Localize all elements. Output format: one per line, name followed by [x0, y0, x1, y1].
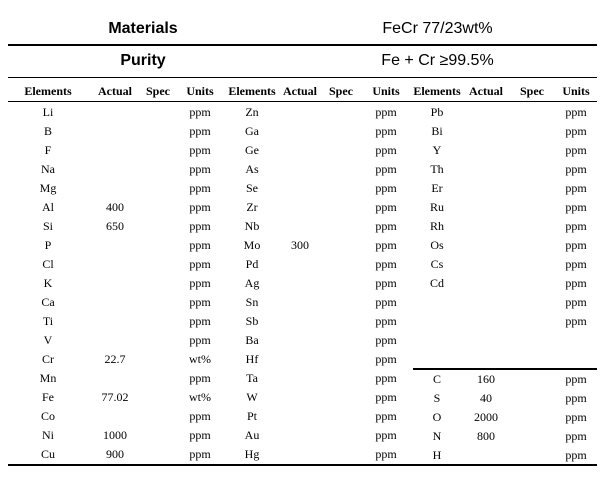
table-cell-spec [512, 408, 552, 427]
header-divider-bottom [8, 77, 597, 78]
table-cell-units: ppm [565, 124, 587, 138]
table-cell-element: B [43, 124, 52, 138]
materials-value: FeCr 77/23wt% [382, 20, 493, 37]
column-header-actual: Actual [283, 84, 317, 98]
table-cell-units: ppm [375, 390, 397, 404]
table-cell-units: ppm [565, 372, 587, 386]
table-cell-element: Zr [246, 200, 258, 214]
table-cell-element: H [432, 448, 442, 462]
table-cell-spec [138, 103, 178, 122]
table-cell-units: ppm [189, 124, 211, 138]
table-cell-element: Zn [245, 105, 259, 119]
table-cell-spec [138, 179, 178, 198]
table-cell-spec [321, 122, 361, 141]
column-header-element: Elements [413, 84, 461, 98]
table-cell-element: Na [41, 162, 55, 176]
table-cell-actual: 1000 [103, 428, 127, 442]
table-cell-element: Rh [429, 219, 444, 233]
table-cell-actual [275, 445, 325, 464]
table-cell-units: ppm [375, 257, 397, 271]
table-cell-element: Mn [39, 371, 57, 385]
column-header-actual: Actual [469, 84, 503, 98]
table-cell-spec [512, 122, 552, 141]
table-cell-spec [138, 312, 178, 331]
table-cell-actual [275, 407, 325, 426]
table-cell-actual: 2000 [474, 410, 498, 424]
table-cell-actual [275, 122, 325, 141]
table-cell-element: Cl [42, 257, 54, 271]
table-cell-spec [138, 388, 178, 407]
table-cell-element: Si [42, 219, 53, 233]
table-cell-units: ppm [565, 143, 587, 157]
table-cell-actual [461, 103, 511, 122]
table-cell-element: Mo [243, 238, 261, 252]
table-cell-actual [275, 350, 325, 369]
table-cell-spec [512, 312, 552, 331]
table-cell-actual [275, 179, 325, 198]
table-cell-spec [138, 426, 178, 445]
table-cell-element: Ni [42, 428, 54, 442]
column-header-divider [8, 101, 597, 102]
table-cell-spec [321, 426, 361, 445]
table-cell-spec [512, 160, 552, 179]
column-header-spec: Spec [146, 84, 170, 98]
table-cell-actual [90, 255, 140, 274]
table-cell-actual [275, 217, 325, 236]
table-cell-units: ppm [189, 428, 211, 442]
table-cell-spec [512, 141, 552, 160]
table-cell-element: As [245, 162, 259, 176]
table-cell-units: ppm [565, 219, 587, 233]
table-cell-element: Cu [40, 447, 55, 461]
table-cell-actual [461, 179, 511, 198]
table-cell-units: ppm [189, 295, 211, 309]
table-cell-element: Cr [42, 352, 54, 366]
materials-label: Materials [108, 20, 178, 37]
table-cell-units: ppm [565, 410, 587, 424]
table-cell-element: Er [431, 181, 443, 195]
table-cell-units: ppm [565, 200, 587, 214]
table-cell-units: ppm [565, 391, 587, 405]
column-header-units: Units [372, 84, 400, 98]
table-cell-spec [138, 198, 178, 217]
table-cell-units: wt% [189, 390, 211, 404]
table-cell-units: ppm [189, 143, 211, 157]
table-cell-units: ppm [375, 181, 397, 195]
table-cell-actual [90, 293, 140, 312]
table-cell-element: Nb [244, 219, 260, 233]
column-header-units: Units [562, 84, 590, 98]
table-cell-spec [321, 236, 361, 255]
table-cell-element: Sb [245, 314, 259, 328]
table-cell-actual [90, 236, 140, 255]
table-cell-units: ppm [189, 162, 211, 176]
table-cell-element: Ba [245, 333, 259, 347]
table-cell-spec [512, 103, 552, 122]
table-cell-units: ppm [565, 448, 587, 462]
table-cell-actual [90, 274, 140, 293]
purity-label: Purity [120, 52, 166, 69]
table-cell-spec [321, 141, 361, 160]
table-cell-units: ppm [375, 162, 397, 176]
table-cell-element: Ta [246, 371, 258, 385]
table-cell-element: W [246, 390, 258, 404]
table-cell-spec [138, 160, 178, 179]
table-cell-spec [138, 350, 178, 369]
table-cell-actual [275, 160, 325, 179]
table-cell-units: ppm [565, 429, 587, 443]
table-cell-element: Al [42, 200, 54, 214]
table-cell-element: Pb [430, 105, 444, 119]
table-cell-element: Hg [244, 447, 260, 461]
table-cell-spec [321, 312, 361, 331]
column-header-spec: Spec [520, 84, 544, 98]
table-cell-element: Os [430, 238, 444, 252]
table-cell-spec [321, 407, 361, 426]
table-cell-actual [275, 388, 325, 407]
table-cell-spec [321, 217, 361, 236]
table-cell-element: Fe [42, 390, 54, 404]
table-cell-actual [275, 426, 325, 445]
table-cell-spec [321, 388, 361, 407]
column-header-element: Elements [24, 84, 72, 98]
table-cell-units: ppm [189, 181, 211, 195]
table-cell-actual [90, 312, 140, 331]
table-cell-units: ppm [375, 314, 397, 328]
table-cell-element: Ga [245, 124, 259, 138]
table-cell-units: ppm [565, 238, 587, 252]
table-cell-units: ppm [189, 238, 211, 252]
table-cell-spec [321, 350, 361, 369]
table-cell-spec [321, 103, 361, 122]
table-cell-actual [461, 293, 511, 312]
table-cell-spec [512, 255, 552, 274]
table-cell-units: ppm [565, 181, 587, 195]
table-cell-units: ppm [375, 447, 397, 461]
table-cell-element: Pt [246, 409, 257, 423]
table-cell-spec [512, 446, 552, 465]
table-cell-units: ppm [375, 200, 397, 214]
table-cell-units: ppm [189, 447, 211, 461]
table-cell-element: Pd [245, 257, 259, 271]
table-cell-element: Cd [429, 276, 444, 290]
table-cell-actual: 77.02 [101, 390, 129, 404]
table-cell-units: ppm [189, 371, 211, 385]
table-cell-units: ppm [189, 200, 211, 214]
table-cell-spec [512, 427, 552, 446]
table-cell-actual [461, 255, 511, 274]
table-cell-units: wt% [189, 352, 211, 366]
table-cell-actual [275, 331, 325, 350]
table-cell-units: ppm [189, 105, 211, 119]
table-cell-units: ppm [565, 257, 587, 271]
table-cell-spec [512, 274, 552, 293]
table-cell-element: Li [42, 105, 54, 119]
table-cell-spec [512, 389, 552, 408]
table-cell-element: K [43, 276, 53, 290]
table-cell-element: Ge [245, 143, 259, 157]
purity-row [8, 46, 597, 78]
table-cell-spec [321, 331, 361, 350]
table-cell-spec [321, 198, 361, 217]
table-cell-spec [321, 445, 361, 464]
table-cell-units: ppm [375, 371, 397, 385]
table-cell-actual [275, 312, 325, 331]
table-cell-element: Y [432, 143, 442, 157]
table-cell-actual [461, 236, 511, 255]
table-cell-actual [461, 446, 511, 465]
table-cell-element: Mg [39, 181, 57, 195]
table-cell-spec [321, 179, 361, 198]
table-cell-spec [321, 274, 361, 293]
column-header-units: Units [186, 84, 214, 98]
materials-row [8, 14, 597, 46]
table-cell-element: Co [40, 409, 55, 423]
table-cell-spec [138, 141, 178, 160]
table-cell-actual [90, 160, 140, 179]
table-cell-spec [512, 293, 552, 312]
table-cell-spec [512, 370, 552, 389]
table-cell-element: N [432, 429, 442, 443]
table-cell-units: ppm [375, 295, 397, 309]
table-cell-actual [90, 179, 140, 198]
table-cell-units: ppm [375, 409, 397, 423]
table-cell-spec [138, 274, 178, 293]
gas-section-divider [413, 368, 597, 370]
table-cell-spec [512, 236, 552, 255]
table-cell-units: ppm [189, 333, 211, 347]
table-cell-actual [275, 198, 325, 217]
table-cell-element: Sn [245, 295, 259, 309]
table-cell-element: Se [246, 181, 258, 195]
table-cell-spec [138, 217, 178, 236]
table-cell-spec [512, 179, 552, 198]
table-cell-units: ppm [189, 219, 211, 233]
table-cell-units: ppm [565, 105, 587, 119]
table-cell-actual: 800 [477, 429, 495, 443]
table-cell-units: ppm [565, 276, 587, 290]
table-cell-spec [321, 369, 361, 388]
table-cell-actual: 650 [106, 219, 124, 233]
table-bottom-line [8, 464, 597, 466]
table-cell-spec [138, 293, 178, 312]
table-cell-units: ppm [189, 409, 211, 423]
table-cell-actual: 400 [106, 200, 124, 214]
table-cell-spec [138, 255, 178, 274]
table-cell-actual [461, 198, 511, 217]
table-cell-spec [512, 198, 552, 217]
table-cell-element: Ca [41, 295, 55, 309]
table-cell-units: ppm [189, 314, 211, 328]
table-cell-spec [138, 369, 178, 388]
table-cell-spec [321, 255, 361, 274]
table-cell-spec [138, 122, 178, 141]
table-cell-units: ppm [189, 257, 211, 271]
table-cell-units: ppm [565, 314, 587, 328]
table-cell-units: ppm [375, 428, 397, 442]
table-cell-element: F [44, 143, 52, 157]
column-header-element: Elements [228, 84, 276, 98]
table-cell-actual [461, 160, 511, 179]
table-cell-units: ppm [189, 276, 211, 290]
table-cell-actual [461, 274, 511, 293]
column-header-spec: Spec [329, 84, 353, 98]
table-cell-actual [90, 141, 140, 160]
table-cell-actual: 22.7 [104, 352, 126, 366]
table-cell-actual [275, 274, 325, 293]
table-cell-actual [90, 407, 140, 426]
table-cell-actual [90, 122, 140, 141]
table-cell-spec [138, 236, 178, 255]
table-cell-spec [138, 331, 178, 350]
column-header-actual: Actual [98, 84, 132, 98]
table-cell-spec [321, 160, 361, 179]
table-cell-element: Hf [245, 352, 259, 366]
table-cell-actual [90, 103, 140, 122]
table-cell-actual [275, 103, 325, 122]
table-cell-units: ppm [375, 124, 397, 138]
table-cell-units: ppm [375, 219, 397, 233]
table-cell-spec [138, 407, 178, 426]
table-cell-element: Ag [244, 276, 260, 290]
table-cell-units: ppm [565, 295, 587, 309]
table-cell-units: ppm [375, 333, 397, 347]
table-cell-actual [275, 369, 325, 388]
table-cell-element: P [44, 238, 52, 252]
table-cell-actual: 300 [291, 238, 309, 252]
table-cell-spec [138, 445, 178, 464]
table-cell-units: ppm [375, 352, 397, 366]
table-cell-spec [321, 293, 361, 312]
table-cell-element: Th [430, 162, 444, 176]
table-cell-actual [275, 255, 325, 274]
purity-value: Fe + Cr ≥99.5% [381, 52, 494, 69]
table-cell-actual [90, 369, 140, 388]
table-cell-element: O [432, 410, 442, 424]
table-cell-element: V [43, 333, 53, 347]
table-cell-units: ppm [375, 238, 397, 252]
table-cell-element: Bi [431, 124, 443, 138]
table-cell-element: C [432, 372, 441, 386]
table-cell-actual [461, 122, 511, 141]
table-cell-units: ppm [375, 276, 397, 290]
table-cell-element: Au [244, 428, 260, 442]
table-cell-actual: 40 [480, 391, 492, 405]
table-cell-actual: 900 [106, 447, 124, 461]
table-cell-units: ppm [565, 162, 587, 176]
table-cell-element: Cs [430, 257, 444, 271]
table-cell-actual [275, 293, 325, 312]
table-cell-actual [461, 312, 511, 331]
table-cell-element: Ti [42, 314, 54, 328]
table-cell-actual: 160 [477, 372, 495, 386]
table-cell-units: ppm [375, 143, 397, 157]
table-cell-actual [461, 217, 511, 236]
table-cell-actual [461, 141, 511, 160]
table-cell-element: S [433, 391, 441, 405]
table-cell-units: ppm [375, 105, 397, 119]
table-cell-actual [90, 331, 140, 350]
table-cell-spec [512, 217, 552, 236]
table-cell-element: Ru [429, 200, 444, 214]
table-cell-actual [275, 141, 325, 160]
